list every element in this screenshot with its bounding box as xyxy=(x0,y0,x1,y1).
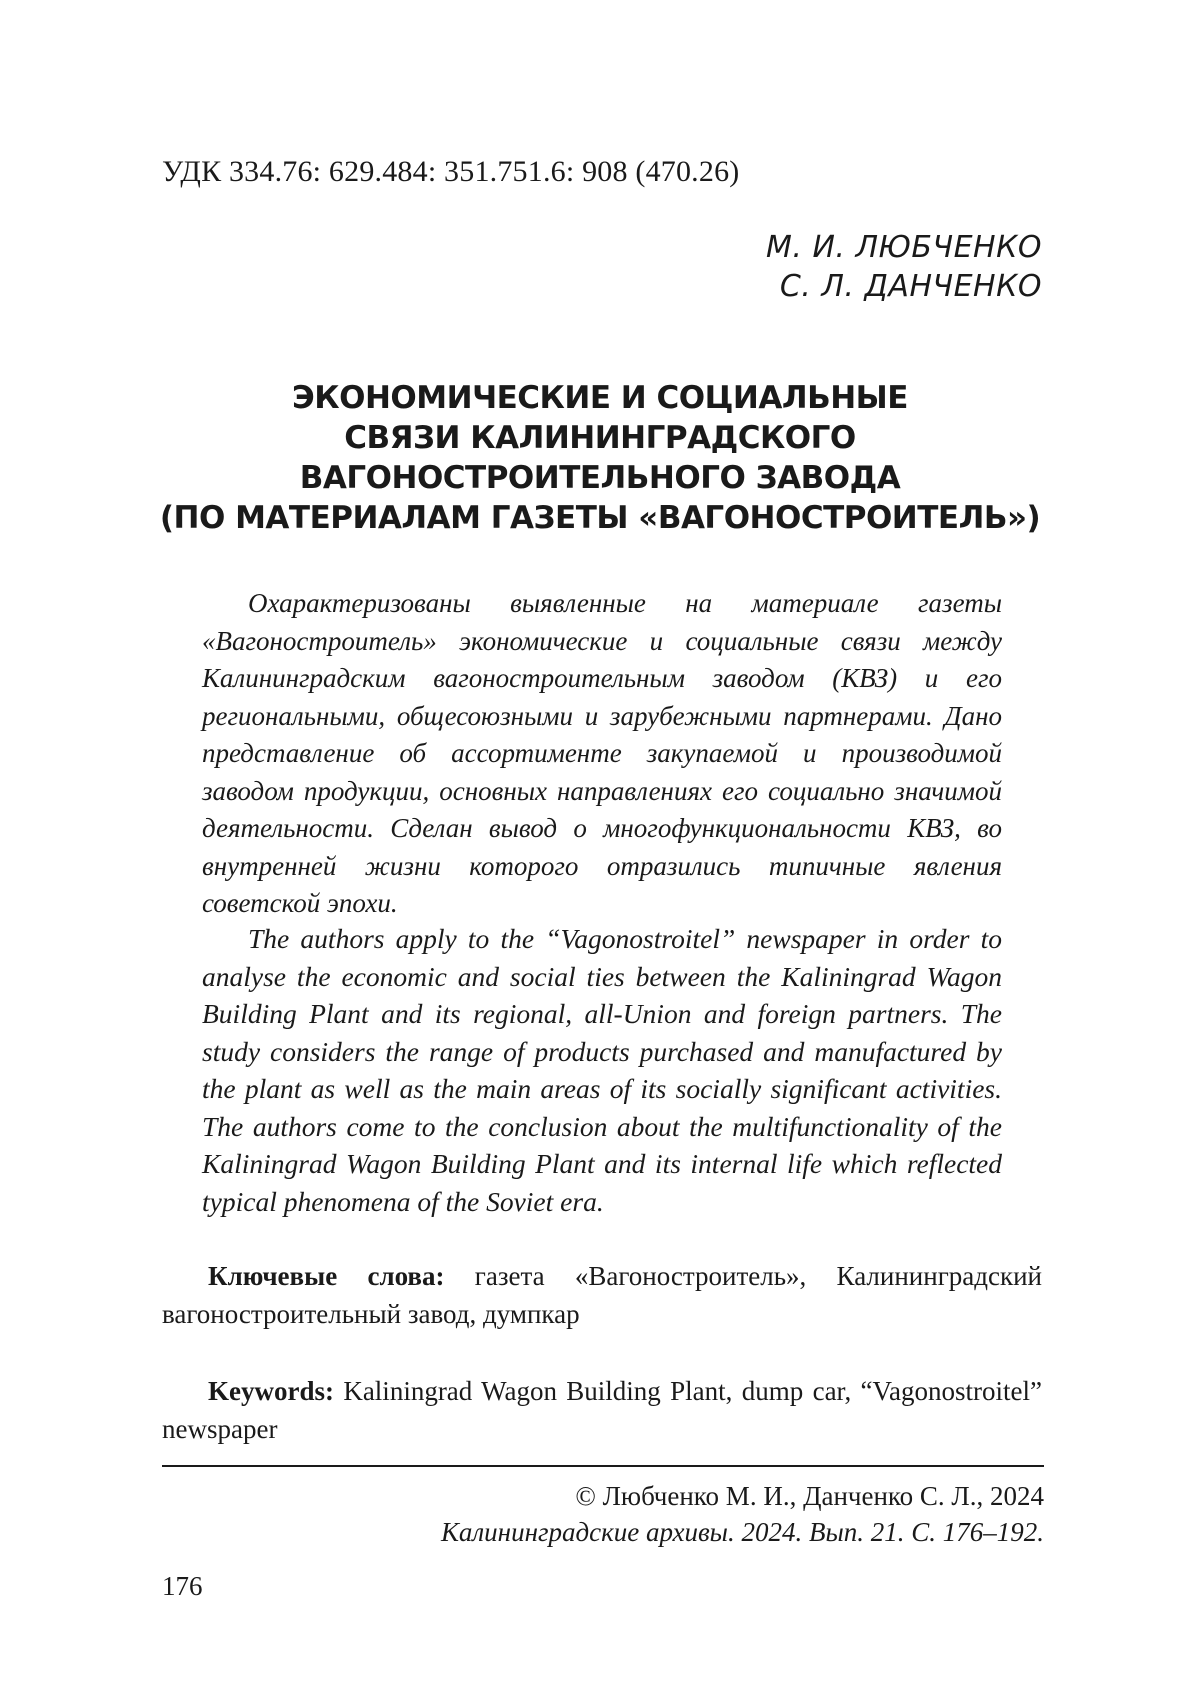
keywords-english xyxy=(162,1372,1042,1448)
footer-divider xyxy=(162,1465,1044,1467)
keywords-russian xyxy=(162,1257,1042,1333)
keywords-label: Ключевые слова: xyxy=(208,1261,445,1291)
copyright-notice: © Любченко М. И., Данченко С. Л., 2024 xyxy=(575,1478,1044,1514)
article-title xyxy=(150,378,1050,538)
author-list xyxy=(766,228,1042,306)
page-number: 176 xyxy=(162,1571,203,1602)
title-line: (ПО МАТЕРИАЛАМ ГАЗЕТЫ «ВАГОНОСТРОИТЕЛЬ») xyxy=(150,498,1050,538)
journal-citation: Калининградские архивы. 2024. Вып. 21. С. 176–192. xyxy=(441,1514,1044,1550)
udk-code: УДК 334.76: 629.484: 351.751.6: 908 (470.26) xyxy=(162,155,739,189)
title-line: ЭКОНОМИЧЕСКИЕ И СОЦИАЛЬНЫЕ xyxy=(150,378,1050,418)
abstract-english: The authors apply to the “Vagonostroitel” newspaper in order to analyse the economic and social ties between the Kaliningrad Wagon Building Plant and its regional, all-Union and foreign partners. The study considers the range of products purchased and manufactured by the plant as well as the main areas of its socially significant activities. The authors come to the conclusion about the multifunctionality of the Kaliningrad Wagon Building Plant and its internal life which reflected typical phenomena of the Soviet era. xyxy=(202,920,1002,1220)
title-line: СВЯЗИ КАЛИНИНГРАДСКОГО xyxy=(150,418,1050,458)
keywords-text: Kaliningrad Wagon Building Plant, dump car, “Vagonostroitel” newspaper xyxy=(162,1376,1042,1444)
title-line: ВАГОНОСТРОИТЕЛЬНОГО ЗАВОДА xyxy=(150,458,1050,498)
keywords-label: Keywords: xyxy=(208,1376,334,1406)
keywords-text: газета «Вагоностроитель», Калининградский вагоностроительный завод, думпкар xyxy=(162,1261,1042,1329)
author-name: М. И. ЛЮБЧЕНКО xyxy=(766,228,1042,267)
abstract-russian: Охарактеризованы выявленные на материале газеты «Вагоностроитель» экономические и социальные связи между Калининградским вагоностроительным заводом (КВЗ) и его региональными, общесоюзными и зарубежными партнерами. Дано представление об ассортименте закупаемой и производимой заводом продукции, основных направлениях его социально значимой деятельности. Сделан вывод о многофункциональности КВЗ, во внутренней жизни которого отразились типичные явления советской эпохи. xyxy=(202,585,1002,923)
author-name: С. Л. ДАНЧЕНКО xyxy=(766,267,1042,306)
